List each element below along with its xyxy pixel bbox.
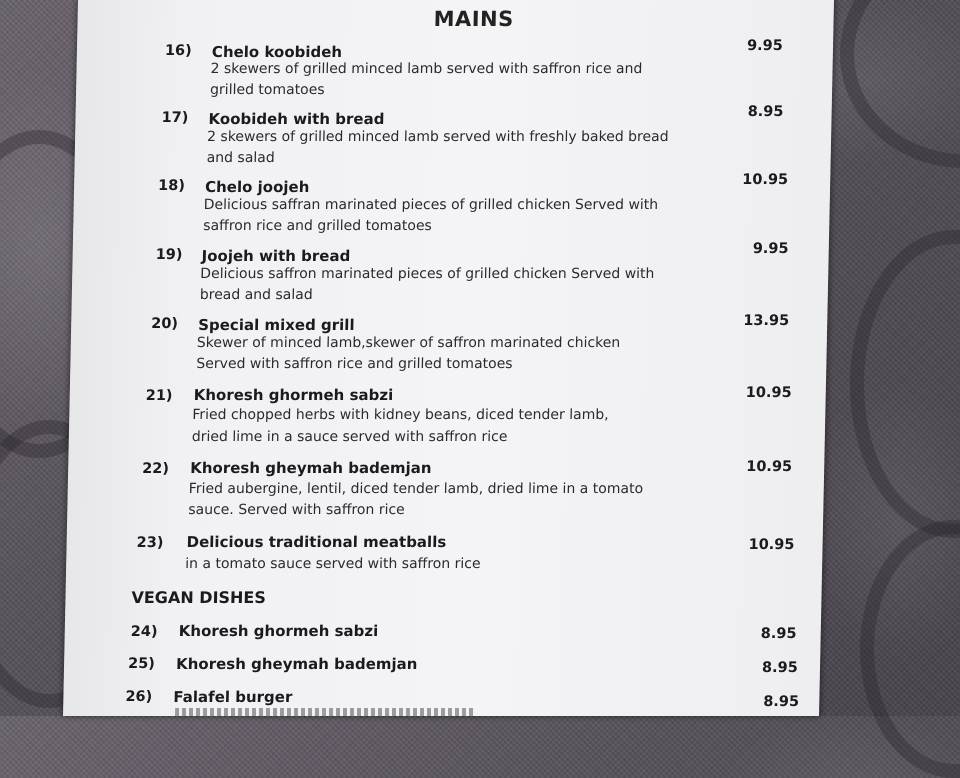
fabric-pattern [860,520,960,778]
item-description: Delicious saffron marinated pieces of grilled chicken Served with [200,266,655,282]
section-title-vegan: VEGAN DISHES [131,588,267,607]
item-description: Fried aubergine, lentil, diced tender lamb, dried lime in a tomato [188,481,644,497]
section-title-mains: MAINS [433,7,515,31]
item-number: 22) [142,461,170,477]
item-price: 8.95 [747,104,784,120]
fabric-pattern [840,0,960,168]
item-price: 8.95 [763,694,800,710]
item-description: in a tomato sauce served with saffron rice [185,556,481,572]
item-number: 26) [125,689,153,705]
item-number: 23) [136,535,164,551]
fabric-pattern [850,230,960,538]
item-description: Fried chopped herbs with kidney beans, diced tender lamb, [192,407,609,423]
item-description: bread and salad [199,287,313,303]
item-name: Khoresh gheymah bademjan [190,459,432,477]
item-number: 20) [151,316,179,332]
item-price: 10.95 [748,537,795,553]
item-price: 10.95 [742,172,789,188]
item-number: 18) [157,178,186,194]
item-price: 13.95 [743,313,790,329]
item-name: Delicious traditional meatballs [186,533,447,551]
cut-off-text [175,708,475,716]
item-price: 9.95 [746,38,783,54]
item-number: 21) [145,388,173,404]
item-price: 10.95 [746,459,793,475]
item-name: Chelo joojeh [204,178,310,196]
menu-page [63,0,834,716]
item-description: sauce. Served with saffron rice [188,502,405,518]
item-price: 10.95 [745,385,792,401]
item-description: Served with saffron rice and grilled tomatoes [196,356,513,372]
item-description: and salad [206,150,275,166]
item-number: 17) [161,110,189,126]
menu-content [63,0,834,716]
item-name: Special mixed grill [198,316,355,334]
item-description: dried lime in a sauce served with saffron rice [191,429,508,445]
item-description: grilled tomatoes [209,82,325,98]
item-price: 8.95 [761,660,798,676]
item-number: 16) [164,43,192,59]
item-number: 19) [155,247,183,263]
item-price: 9.95 [752,241,789,257]
item-price: 8.95 [760,626,797,642]
item-description: Skewer of minced lamb,skewer of saffron marinated chicken [196,335,621,351]
item-name: Falafel burger [173,688,293,706]
item-number: 24) [130,624,158,640]
item-description: 2 skewers of grilled minced lamb served with saffron rice and [210,61,643,77]
item-description: 2 skewers of grilled minced lamb served with freshly baked bread [206,129,669,145]
item-number: 25) [127,656,156,672]
item-name: Koobideh with bread [208,110,385,128]
item-description: saffron rice and grilled tomatoes [203,218,432,234]
item-name: Khoresh ghormeh sabzi [178,622,379,640]
item-name: Chelo koobideh [211,43,343,61]
item-description: Delicious saffran marinated pieces of grilled chicken Served with [203,197,659,213]
item-name: Khoresh gheymah bademjan [175,655,418,673]
item-name: Joojeh with bread [201,247,351,265]
item-name: Khoresh ghormeh sabzi [193,386,394,404]
